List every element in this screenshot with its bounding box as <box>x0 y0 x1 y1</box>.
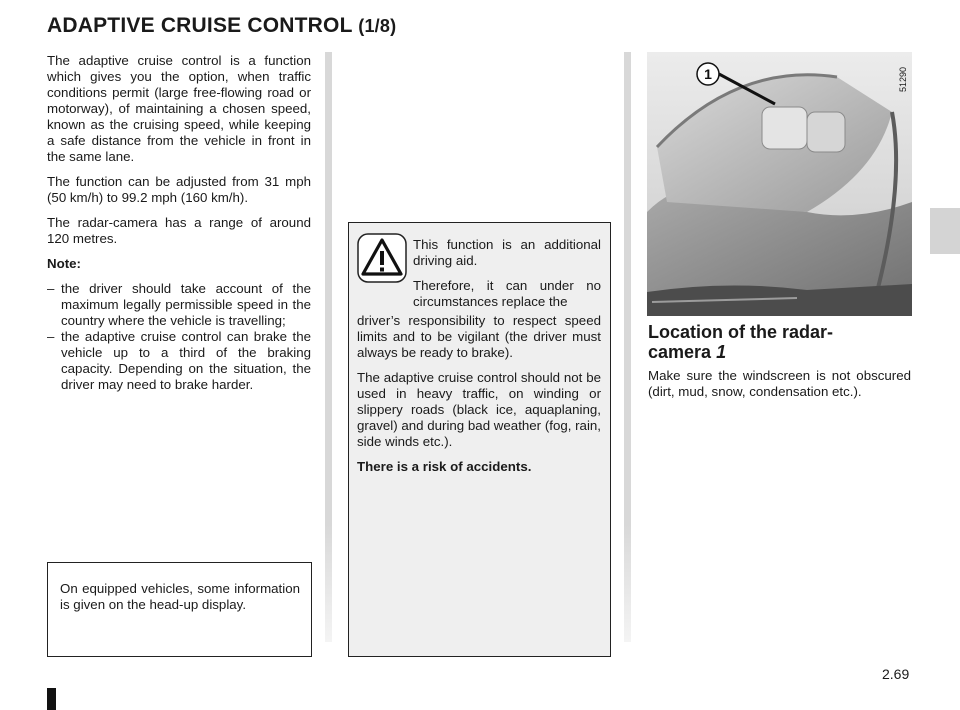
camera-heading-text: Location of the radar-camera <box>648 322 834 362</box>
warning-box <box>348 222 611 657</box>
dash-marker: – <box>47 281 55 296</box>
title-part: (1/8) <box>358 16 397 36</box>
corner-mark <box>47 688 56 710</box>
radar-range-paragraph: The radar-camera has a range of around 120 metres. <box>47 215 311 246</box>
warning-intro <box>413 237 601 310</box>
warning-lead-text: Therefore, it can under no circumstances replace the <box>413 278 601 309</box>
section-tab <box>930 208 960 254</box>
note-text: the adaptive cruise control can brake the vehicle up to a third of the braking capacity. Depending on the situation, the driver may need to brake harder. <box>61 329 311 392</box>
photo-reference: 51290 <box>898 66 908 92</box>
page-title <box>47 14 396 38</box>
warning-body <box>357 313 601 484</box>
camera-heading <box>648 322 878 362</box>
page-number: 2.69 <box>882 666 910 682</box>
note-text: the driver should take account of the maximum legally permissible speed in the country where the vehicle is travelling; <box>61 281 311 328</box>
warning-triangle-icon <box>357 233 407 283</box>
camera-text: Make sure the windscreen is not obscured (dirt, mud, snow, condensation etc.). <box>648 368 911 399</box>
note-item <box>47 329 311 393</box>
warning-responsibility-text: driver’s responsibility to respect speed limits and to be vigilant (the driver must always be ready to brake). <box>357 313 601 360</box>
note-list <box>47 281 311 393</box>
hud-note-box <box>47 562 312 657</box>
warning-aid-text: This function is an additional driving aid. <box>413 237 601 268</box>
hud-note-text: On equipped vehicles, some information is given on the head-up display. <box>60 581 300 612</box>
speed-range-paragraph: The function can be adjusted from 31 mph (50 km/h) to 99.2 mph (160 km/h). <box>47 174 311 205</box>
intro-paragraph: The adaptive cruise control is a function which gives you the option, when traffic conditions permit (large free-flowing road or motorway), of maintaining a chosen speed, known as the cruising speed, while keeping a safe distance from the vehicle in front in the same lane. <box>47 53 311 164</box>
intro-column <box>47 53 311 393</box>
warning-risk-text: There is a risk of accidents. <box>357 459 532 474</box>
column-separator <box>325 52 332 642</box>
photo-callout: 1 <box>704 66 712 82</box>
windscreen-photo <box>647 52 912 316</box>
warning-conditions-text: The adaptive cruise control should not be used in heavy traffic, on winding or slippery roads (black ice, aquaplaning, gravel) and during bad weather (fog, rain, side winds etc.). <box>357 370 601 449</box>
title-text: ADAPTIVE CRUISE CONTROL <box>47 14 353 37</box>
note-label: Note: <box>47 256 81 271</box>
camera-heading-number: 1 <box>716 342 727 362</box>
dash-marker: – <box>47 329 55 344</box>
column-separator <box>624 52 631 642</box>
note-item <box>47 281 311 329</box>
